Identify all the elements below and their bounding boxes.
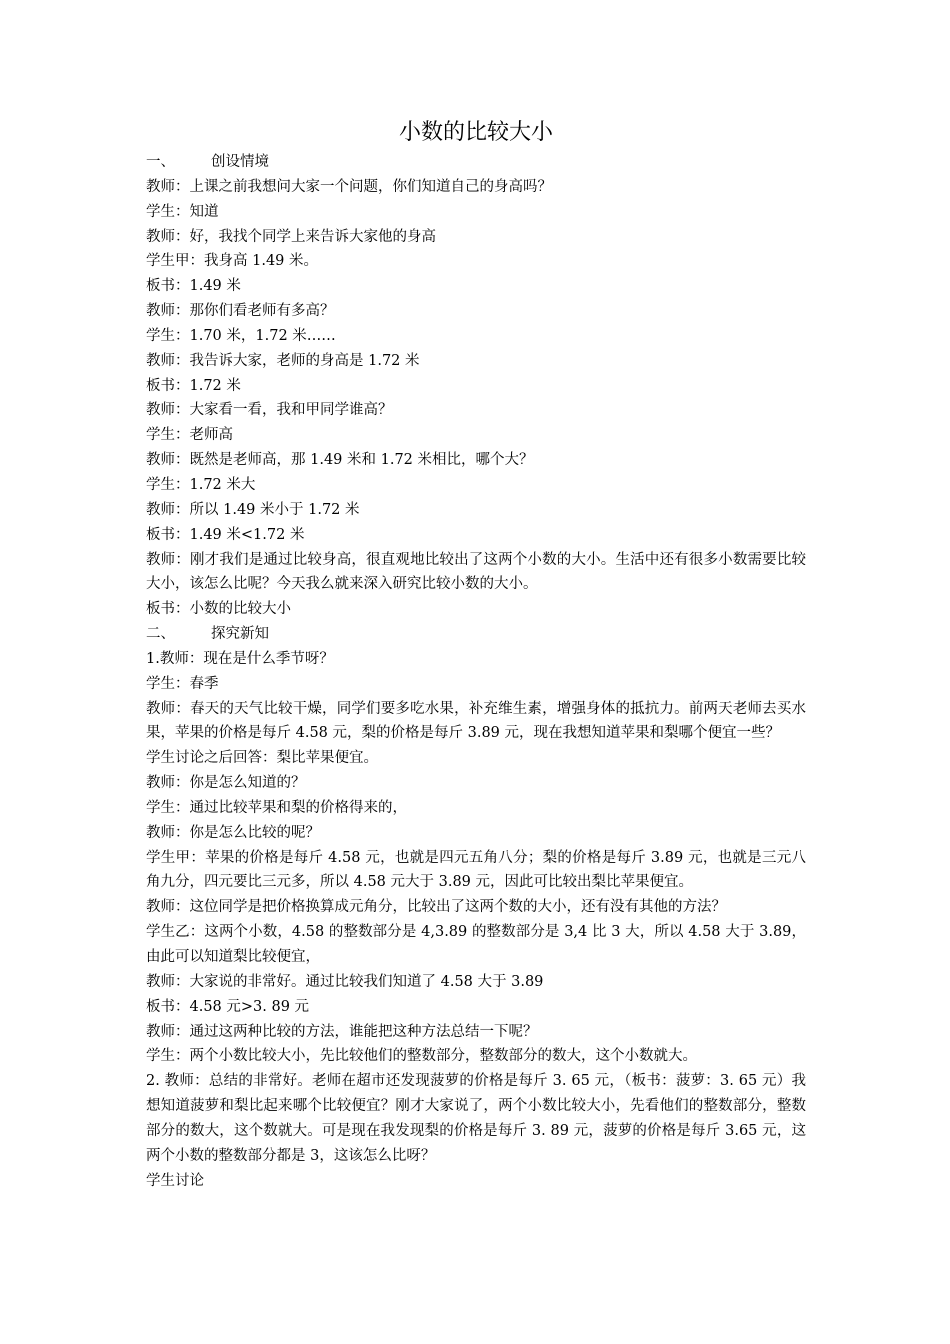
section-number: 二、 — [146, 626, 175, 643]
text-paragraph: 教师：刚才我们是通过比较身高，很直观地比较出了这两个小数的大小。生活中还有很多小数需要比较大小，该怎么比呢？今天我么就来深入研究比较小数的大小。 — [146, 551, 806, 593]
section-heading-1 — [146, 150, 806, 175]
section-number: 一、 — [146, 154, 175, 170]
text-line: 教师：你是怎么知道的？ — [146, 775, 306, 792]
text-line: 教师：好，我找个同学上来告诉大家他的身高 — [146, 228, 436, 245]
text-paragraph: 教师：这位同学是把价格换算成元角分，比较出了这两个数的大小，还有没有其他的方法？ — [146, 899, 726, 916]
text-paragraph: 学生甲：苹果的价格是每斤 4.58 元，也就是四元五角八分；梨的价格是每斤 3.89 元，也就是三元八角九分，四元要比三元多，所以 4.58 元大于 3.89 元，因此可比较出梨比苹果便宜。 — [146, 849, 806, 891]
text-line: 教师：我告诉大家，老师的身高是 1.72 米 — [146, 352, 420, 369]
page-title: 小数的比较大小 — [398, 120, 553, 145]
text-line: 教师：上课之前我想问大家一个问题，你们知道自己的身高吗？ — [146, 178, 552, 195]
text-line: 板书：1.72 米 — [146, 377, 241, 394]
text-line: 学生讨论之后回答：梨比苹果便宜。 — [146, 750, 378, 767]
section-heading-2 — [146, 622, 806, 647]
text-line: 板书：1.49 米 — [146, 278, 241, 295]
text-line: 学生：春季 — [146, 675, 219, 692]
text-line: 学生甲：我身高 1.49 米。 — [146, 253, 319, 270]
document-page — [146, 118, 806, 1193]
text-line: 学生：老师高 — [146, 427, 233, 444]
text-line: 教师：通过这两种比较的方法，谁能把这种方法总结一下呢？ — [146, 1023, 538, 1040]
text-line: 教师：大家看一看，我和甲同学谁高？ — [146, 402, 393, 419]
text-line: 学生：通过比较苹果和梨的价格得来的， — [146, 799, 407, 816]
text-line: 学生：1.70 米，1.72 米…… — [146, 327, 336, 344]
text-line: 学生：1.72 米大 — [146, 476, 256, 493]
section-label: 创设情境 — [211, 154, 269, 170]
text-line: 教师：所以 1.49 米小于 1.72 米 — [146, 501, 360, 518]
text-line: 学生讨论 — [146, 1172, 204, 1189]
text-line: 板书：1.49 米<1.72 米 — [146, 526, 305, 543]
text-line: 1.教师：现在是什么季节呀？ — [146, 650, 334, 667]
text-line: 教师：既然是老师高，那 1.49 米和 1.72 米相比，哪个大？ — [146, 452, 534, 469]
section-label: 探究新知 — [211, 626, 269, 643]
text-paragraph: 教师：春天的天气比较干燥，同学们要多吃水果，补充维生素，增强身体的抵抗力。前两天老师去买水果，苹果的价格是每斤 4.58 元，梨的价格是每斤 3.89 元，现在我想知道苹果和梨哪个便宜一些？ — [146, 700, 806, 742]
text-line: 学生：知道 — [146, 203, 219, 220]
text-paragraph: 学生乙：这两个小数，4.58 的整数部分是 4,3.89 的整数部分是 3,4 比 3 大，所以 4.58 大于 3.89，由此可以知道梨比较便宜， — [146, 924, 806, 965]
text-paragraph: 学生：两个小数比较大小，先比较他们的整数部分，整数部分的数大，这个小数就大。 — [146, 1048, 697, 1065]
text-line: 板书：4.58 元>3. 89 元 — [146, 998, 310, 1015]
text-line: 板书：小数的比较大小 — [146, 601, 291, 618]
text-line: 教师：大家说的非常好。通过比较我们知道了 4.58 大于 3.89 — [146, 973, 544, 990]
text-line: 教师：那你们看老师有多高？ — [146, 303, 335, 320]
text-line: 教师：你是怎么比较的呢？ — [146, 824, 320, 841]
text-paragraph: 2. 教师：总结的非常好。老师在超市还发现菠萝的价格是每斤 3. 65 元，（板书：菠萝：3. 65 元）我想知道菠萝和梨比起来哪个比较便宜？刚才大家说了，两个小数比较大小，先看他们的整数部分，整数部分的数大，这个数就大。可是现在我发现梨的价格是每斤 3. 89 元，菠萝的价格是每斤 3.65 元，这两个小数的整数部分都是 3，这该怎么比呀？ — [146, 1073, 806, 1164]
